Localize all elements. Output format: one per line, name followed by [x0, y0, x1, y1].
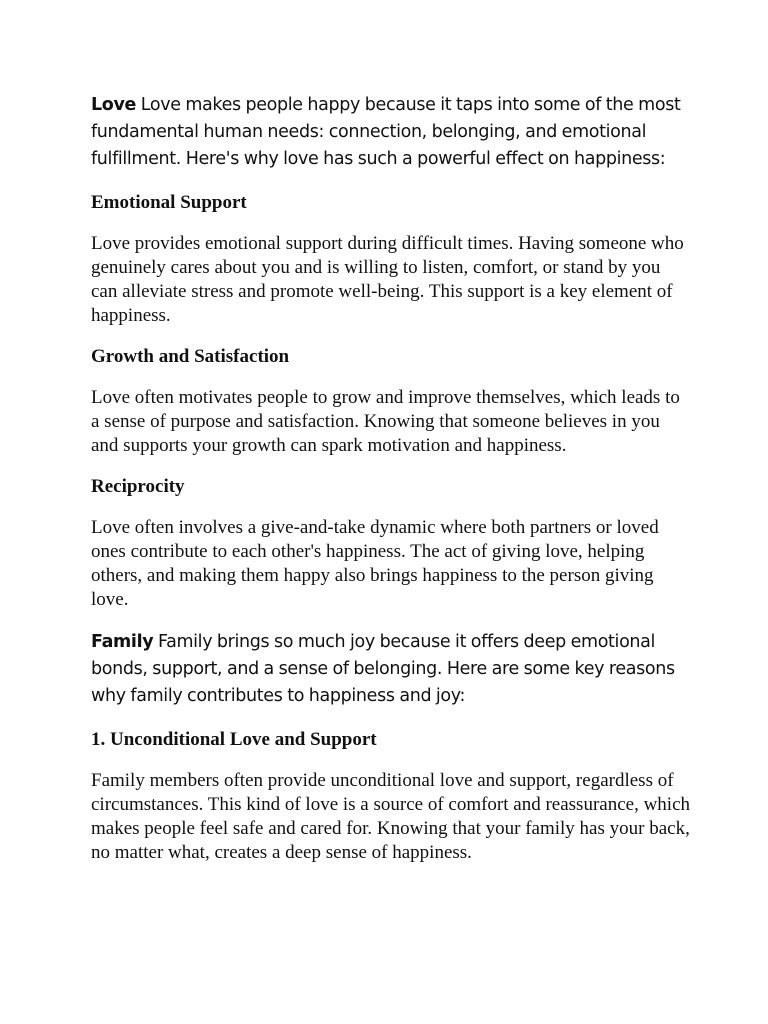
love-lead-word: Love	[91, 95, 137, 115]
unconditional-love-body: Family members often provide unconditional love and support, regardless of circumstances. This kind of love is a source of comfort and reassurance, which makes people feel safe and cared for. Knowing that your family has your back, no matter what, creates a deep sense of happiness.	[91, 770, 691, 863]
reciprocity-body: Love often involves a give-and-take dynamic where both partners or loved ones contribute to each other's happiness. The act of giving love, helping others, and making them happy also brings happiness to the person giving love.	[91, 517, 659, 610]
emotional-support-heading: Emotional Support	[91, 192, 247, 213]
growth-satisfaction-body: Love often motivates people to grow and improve themselves, which leads to a sense of purpose and satisfaction. Knowing that someone believes in you and supports your growth can spark motivation and happiness.	[91, 387, 680, 456]
love-intro-paragraph	[91, 92, 691, 173]
reciprocity-heading: Reciprocity	[91, 476, 185, 497]
family-intro-paragraph	[91, 629, 691, 710]
family-intro-text: Family brings so much joy because it offers deep emotional bonds, support, and a sense of belonging. Here are some key reasons why family contributes to happiness and joy:	[91, 632, 675, 706]
document-page	[91, 92, 691, 865]
growth-satisfaction-heading: Growth and Satisfaction	[91, 346, 290, 367]
family-lead-word: Family	[91, 632, 154, 652]
unconditional-love-heading: 1. Unconditional Love and Support	[91, 729, 377, 750]
love-intro-text: Love makes people happy because it taps into some of the most fundamental human needs: connection, belonging, and emotional fulfillment. Here's why love has such a powerful effect on happiness:	[91, 95, 681, 169]
emotional-support-body: Love provides emotional support during difficult times. Having someone who genuinely cares about you and is willing to listen, comfort, or stand by you can alleviate stress and promote well-being. This support is a key element of happiness.	[91, 233, 684, 326]
